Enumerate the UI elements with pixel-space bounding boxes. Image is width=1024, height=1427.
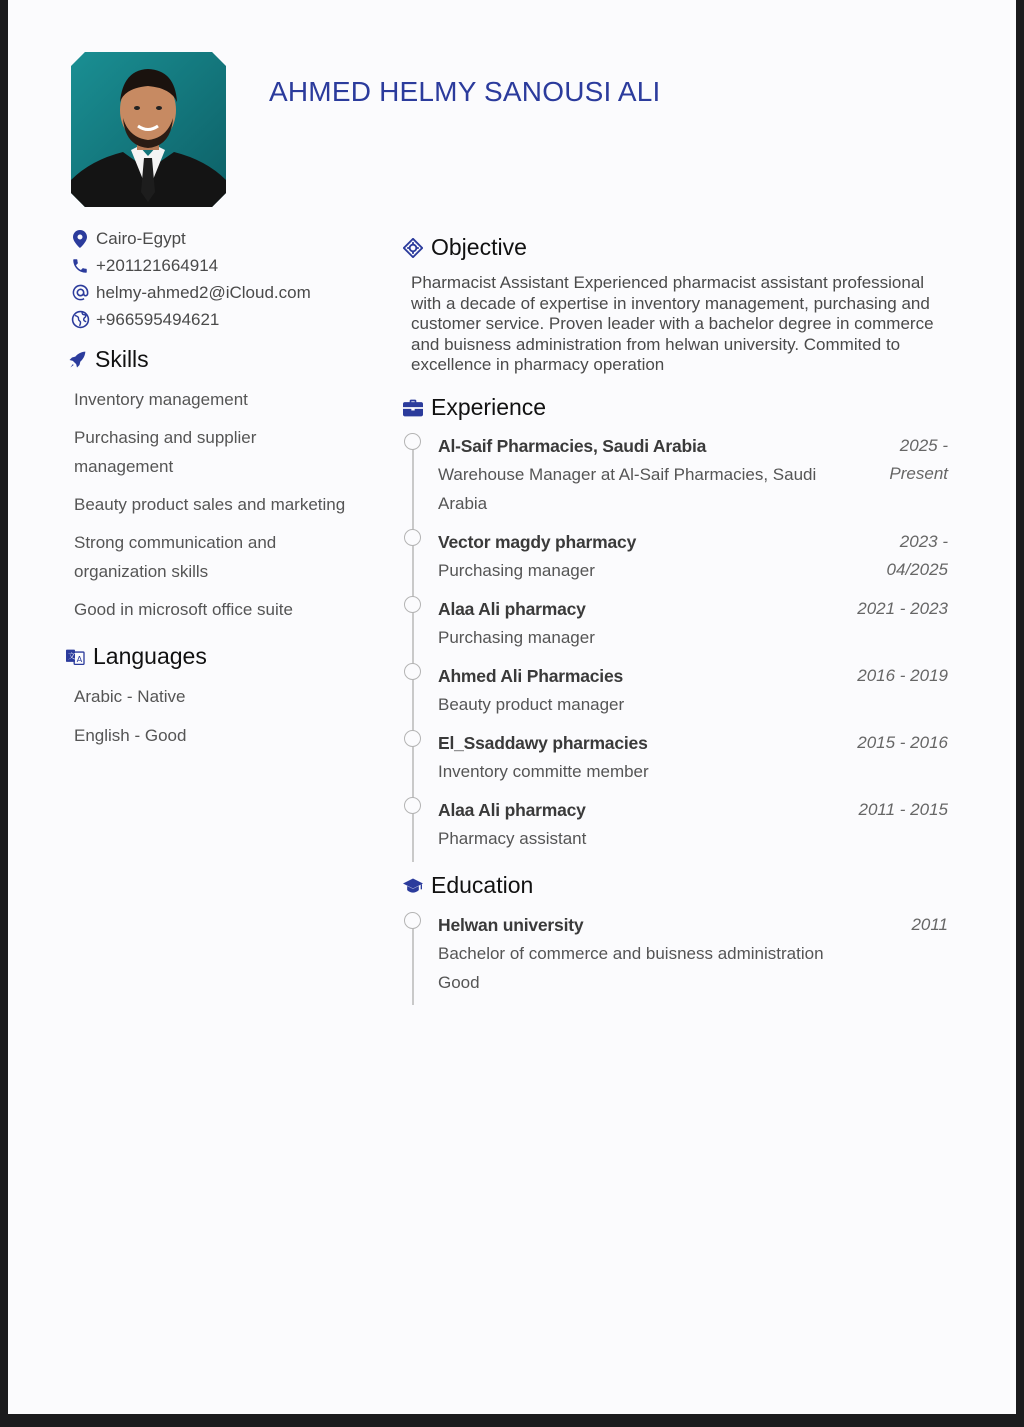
experience-role: Purchasing manager [438, 561, 595, 580]
contact-alt-phone [70, 306, 311, 333]
objective-title: Objective [431, 234, 527, 260]
experience-entry [403, 595, 948, 652]
experience-entry [403, 528, 948, 585]
experience-dates: 2021 - 2023 [857, 599, 948, 618]
experience-role: Warehouse Manager at Al-Saif Pharmacies, Saudi Arabia [438, 465, 817, 513]
graduation-cap-icon [402, 875, 424, 897]
globe-icon [70, 310, 90, 330]
crosshair-icon [402, 237, 424, 259]
skills-list [74, 385, 374, 633]
experience-dates: 2011 - 2015 [858, 800, 948, 819]
experience-entry [403, 729, 948, 786]
experience-company: Al-Saif Pharmacies, Saudi Arabia [438, 436, 707, 456]
language-item: Arabic - Native [74, 687, 186, 706]
experience-company: Vector magdy pharmacy [438, 532, 637, 552]
svg-text:A: A [76, 653, 83, 664]
contact-email [70, 279, 311, 306]
experience-heading [402, 394, 546, 421]
timeline-dot [404, 529, 421, 546]
svg-text:文: 文 [68, 651, 76, 661]
skill-item: Purchasing and supplier management [74, 428, 257, 476]
objective-heading [402, 234, 527, 261]
education-degree: Bachelor of commerce and buisness administration [438, 944, 824, 963]
skills-heading [66, 346, 149, 373]
experience-dates: 2016 - 2019 [857, 666, 948, 685]
education-heading [402, 872, 533, 899]
experience-entry [403, 432, 948, 518]
resume-page [8, 0, 1016, 1414]
rocket-icon [66, 349, 88, 371]
experience-dates: 2015 - 2016 [857, 733, 948, 752]
experience-dates: 2023 - 04/2025 [886, 532, 948, 579]
contact-location [70, 225, 311, 252]
phone-text[interactable]: +201121664914 [96, 255, 219, 275]
languages-list [74, 682, 374, 760]
timeline-dot [404, 663, 421, 680]
experience-entry [403, 662, 948, 719]
education-title: Education [431, 872, 534, 898]
briefcase-icon [402, 397, 424, 419]
profile-photo [71, 52, 226, 207]
experience-role: Inventory committe member [438, 762, 649, 781]
location-text: Cairo-Egypt [96, 228, 186, 248]
skills-title: Skills [95, 346, 149, 372]
timeline-dot [404, 797, 421, 814]
phone-icon [70, 256, 90, 276]
skill-item: Good in microsoft office suite [74, 600, 293, 619]
education-school: Helwan university [438, 915, 584, 935]
experience-role: Beauty product manager [438, 695, 625, 714]
at-sign-icon [70, 283, 90, 303]
translate-icon [64, 646, 86, 668]
timeline-dot [404, 730, 421, 747]
languages-title: Languages [93, 643, 207, 669]
language-item: English - Good [74, 726, 187, 745]
experience-role: Pharmacy assistant [438, 829, 587, 848]
experience-timeline [403, 432, 948, 863]
email-text[interactable]: helmy-ahmed2@iCloud.com [96, 282, 311, 302]
education-grade: Good [438, 973, 480, 992]
skill-item: Beauty product sales and marketing [74, 495, 346, 514]
education-timeline [403, 911, 948, 1007]
experience-role: Purchasing manager [438, 628, 595, 647]
experience-company: El_Ssaddawy pharmacies [438, 733, 648, 753]
alt-phone-text[interactable]: +966595494621 [96, 309, 220, 329]
education-dates: 2011 [911, 915, 948, 934]
contact-phone [70, 252, 311, 279]
experience-company: Ahmed Ali Pharmacies [438, 666, 624, 686]
experience-dates: 2025 - Present [889, 436, 948, 483]
timeline-dot [404, 912, 421, 929]
objective-text: Pharmacist Assistant Experienced pharmacist assistant professional with a decade of expertise in inventory management, purchasing and customer service. Proven leader with a bachelor degree in commerce and buisness administration from helwan university. Commited to excellence in pharmacy operation [411, 273, 934, 374]
languages-heading [64, 643, 207, 670]
timeline-dot [404, 433, 421, 450]
education-entry [403, 911, 948, 997]
experience-entry [403, 796, 948, 853]
location-pin-icon [70, 229, 90, 249]
skill-item: Inventory management [74, 390, 248, 409]
experience-company: Alaa Ali pharmacy [438, 800, 586, 820]
skill-item: Strong communication and organization skills [74, 533, 277, 581]
experience-title: Experience [431, 394, 547, 420]
contact-list [70, 225, 311, 333]
timeline-dot [404, 596, 421, 613]
candidate-name: AHMED HELMY SANOUSI ALI [269, 76, 661, 107]
experience-company: Alaa Ali pharmacy [438, 599, 586, 619]
